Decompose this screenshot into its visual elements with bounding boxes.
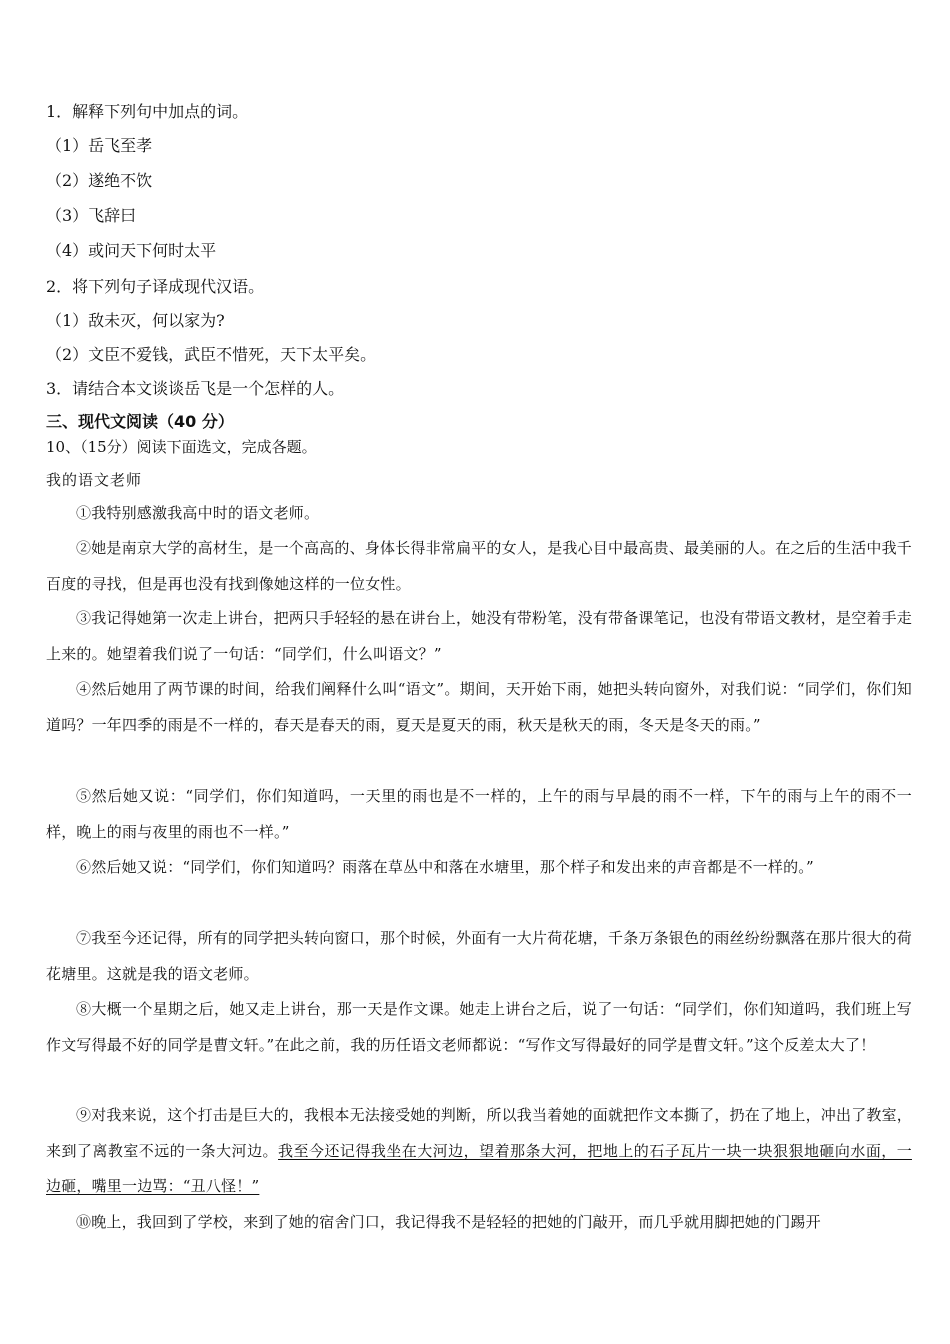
- paragraph-8: ⑧大概一个星期之后，她又走上讲台，那一天是作文课。她走上讲台之后，说了一句话：“同学们，你们知道吗，我们班上写作文写得最不好的同学是曹文轩。”在此之前，我的历任语文老师都说：“写作文写得最好的同学是曹文轩。”这个反差太大了！: [46, 1000, 912, 1054]
- question-2-item-2: （2）文臣不爱钱，武臣不惜死，天下太平矣。: [46, 345, 377, 364]
- paragraph-1: ①我特别感激我高中时的语文老师。: [76, 504, 320, 522]
- paragraph-2: ②她是南京大学的高材生，是一个高高的、身体长得非常扁平的女人，是我心目中最高贵、最美丽的人。在之后的生活中我千百度的寻找，但是再也没有找到像她这样的一位女性。: [46, 539, 913, 593]
- question-2-item-1: （1）敌未灭，何以家为?: [46, 311, 225, 330]
- question-2-title: 2．将下列句子译成现代汉语。: [46, 277, 265, 296]
- paragraph-5: ⑤然后她又说：“同学们，你们知道吗，一天里的雨也是不一样的，上午的雨与早晨的雨不一样，下午的雨与上午的雨不一样，晚上的雨与夜里的雨也不一样。”: [46, 787, 912, 841]
- paragraph-9-underlined-sentence: 我至今还记得我坐在大河边，望着那条大河，把地上的石子瓦片一块一块狠狠地砸向水面，一边砸，嘴里一边骂：“丑八怪！”: [46, 1141, 912, 1195]
- paragraph-7: ⑦我至今还记得，所有的同学把头转向窗口，那个时候，外面有一大片荷花塘，千条万条银色的雨丝纷纷飘落在那片很大的荷花塘里。这就是我的语文老师。: [46, 929, 913, 983]
- question-1-item-3: （3）飞辞曰: [46, 206, 137, 225]
- paragraph-9: [46, 1098, 912, 1205]
- section-heading: 三、现代文阅读（40 分）: [46, 412, 234, 431]
- question-1-item-2: （2）遂绝不饮: [46, 171, 153, 190]
- question-10-intro: 10、（15分）阅读下面选文，完成各题。: [46, 438, 317, 456]
- paragraph-4: ④然后她用了两节课的时间，给我们阐释什么叫“语文”。期间，天开始下雨，她把头转向窗外，对我们说：“同学们，你们知道吗？一年四季的雨是不一样的，春天是春天的雨，夏天是夏天的雨，秋天是秋天的雨，冬天是冬天的雨。”: [46, 680, 912, 734]
- paragraph-3: ③我记得她第一次走上讲台，把两只手轻轻的悬在讲台上，她没有带粉笔，没有带备课笔记，也没有带语文教材，是空着手走上来的。她望着我们说了一句话：“同学们，什么叫语文？”: [46, 609, 913, 663]
- paragraph-10: ⑩晚上，我回到了学校，来到了她的宿舍门口，我记得我不是轻轻的把她的门敲开，而几乎就用脚把她的门踢开: [76, 1213, 821, 1231]
- article-title: 我的语文老师: [46, 471, 143, 489]
- question-1-title: 1．解释下列句中加点的词。: [46, 102, 249, 121]
- question-1-item-1: （1）岳飞至孝: [46, 136, 153, 155]
- paragraph-9-text: ⑨对我来说，这个打击是巨大的，我根本无法接受她的判断，所以我当着她的面就把作文本撕了，扔在了地上，冲出了教室，来到了离教室不远的一条大河边。: [46, 1106, 913, 1160]
- paragraph-6: ⑥然后她又说：“同学们，你们知道吗？雨落在草丛中和落在水塘里，那个样子和发出来的声音都是不一样的。”: [76, 858, 814, 876]
- question-1-item-4: （4）或问天下何时太平: [46, 241, 217, 260]
- question-3-title: 3．请结合本文谈谈岳飞是一个怎样的人。: [46, 379, 345, 398]
